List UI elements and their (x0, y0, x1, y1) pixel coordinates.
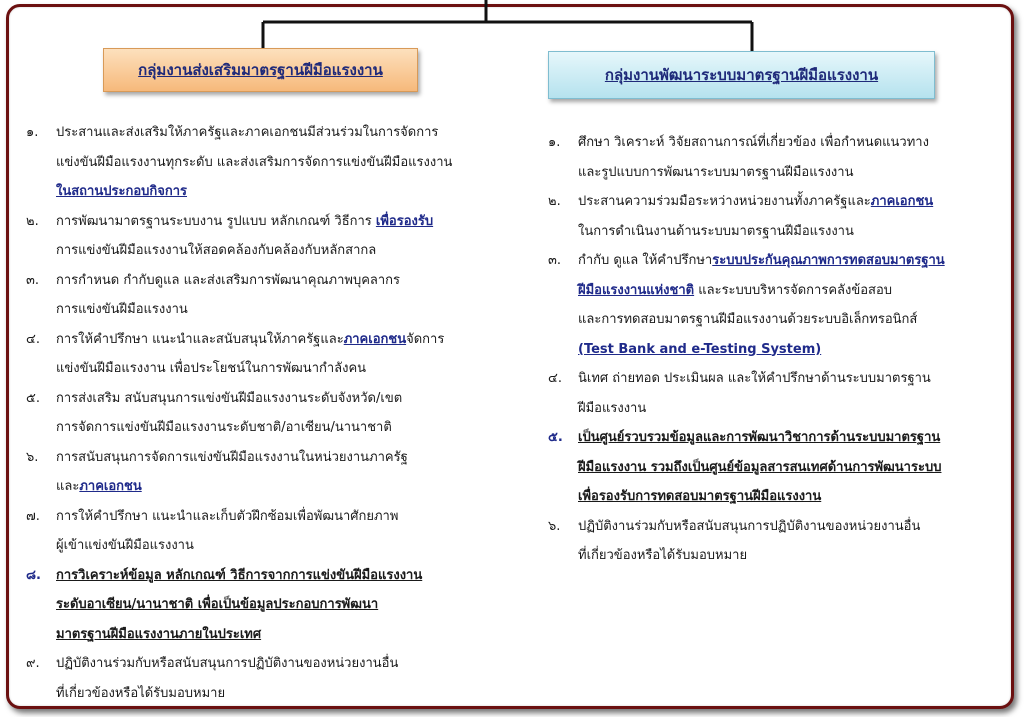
duty-text: นิเทศ ถ่ายทอด ประเมินผล และให้คำปรึกษาด้านระบบมาตรฐาน (578, 371, 931, 386)
duty-text: ภาคเอกชน (343, 331, 407, 347)
duty-text: และระบบบริหารจัดการคลังข้อสอบ (694, 282, 893, 298)
duty-item (26, 384, 491, 443)
duty-text: การพัฒนามาตรฐานระบบงาน รูปแบบ หลักเกณฑ์ วิธีการ (56, 213, 376, 229)
duty-number: ๑. (26, 125, 39, 140)
duty-text: แข่งขันฝีมือแรงงาน เพื่อประโยชน์ในการพัฒนากำลังคน (56, 361, 367, 376)
duty-text: การจัดการแข่งขันฝีมือแรงงานระดับชาติ/อาเซียน/นานาชาติ (56, 420, 392, 435)
duty-text: การแข่งขันฝีมือแรงงาน (56, 302, 188, 317)
duty-number: ๖. (26, 449, 39, 465)
duty-text: (Test Bank and e-Testing System) (578, 341, 822, 357)
duty-text: การส่งเสริม สนับสนุนการแข่งขันฝีมือแรงงานระดับจังหวัด/เขต (56, 390, 403, 406)
duty-text: ที่เกี่ยวข้องหรือได้รับมอบหมาย (578, 548, 748, 563)
duty-list-development (548, 128, 998, 571)
duty-item (26, 561, 491, 650)
duty-text: ฝีมือแรงงาน รวมถึงเป็นศูนย์ข้อมูลสารสนเทศด้านการพัฒนาระบบ (578, 459, 942, 475)
duty-item (26, 325, 491, 384)
duty-text: ระบบประกันคุณภาพการทดสอบมาตรฐาน (712, 253, 945, 268)
duty-number: ๒. (26, 213, 39, 229)
duty-text: ฝีมือแรงงานแห่งชาติ (578, 282, 695, 298)
duty-item (26, 266, 491, 325)
duty-text: การสนับสนุนการจัดการแข่งขันฝีมือแรงงานในหน่วยงานภาครัฐ (56, 449, 408, 465)
group-title: กลุ่มงานส่งเสริมมาตรฐานฝีมือแรงงาน (138, 61, 383, 79)
duty-number: ๕. (26, 390, 40, 406)
duty-text: จัดการ (406, 331, 445, 347)
duty-number: ๕. (548, 430, 563, 445)
duty-number: ๖. (548, 518, 561, 534)
duty-item (26, 207, 491, 266)
duty-item (548, 246, 998, 364)
group-box-development (548, 51, 935, 99)
duty-text: เพื่อรองรับ (375, 213, 434, 229)
duty-number: ๑. (548, 135, 561, 150)
duty-text: ภาคเอกชน (870, 194, 934, 209)
duty-text: ฝีมือแรงงาน (578, 400, 647, 416)
duty-text: ภาคเอกชน (79, 479, 142, 494)
duty-text: ประสานและส่งเสริมให้ภาครัฐและภาคเอกชนมีส่วนร่วมในการจัดการ (56, 125, 439, 140)
duty-list-promotion (26, 118, 491, 708)
duty-item (548, 423, 998, 512)
duty-number: ๘. (26, 567, 41, 583)
duty-text: กำกับ ดูแล ให้คำปรึกษา (578, 253, 713, 268)
duty-number: ๔. (26, 331, 40, 347)
duty-number: ๒. (548, 194, 561, 209)
duty-text: และรูปแบบการพัฒนาระบบมาตรฐานฝีมือแรงงาน (578, 164, 854, 180)
duty-item (26, 502, 491, 561)
duty-text: ศึกษา วิเคราะห์ วิจัยสถานการณ์ที่เกี่ยวข้อง เพื่อกำหนดแนวทาง (578, 135, 929, 150)
duty-text: การให้คำปรึกษา แนะนำและเก็บตัวฝึกซ้อมเพื่อพัฒนาศักยภาพ (56, 508, 399, 524)
group-title: กลุ่มงานพัฒนาระบบมาตรฐานฝีมือแรงงาน (604, 66, 879, 84)
duty-number: ๓. (26, 272, 40, 288)
duty-item (26, 443, 491, 502)
duty-text: ในการดำเนินงานด้านระบบมาตรฐานฝีมือแรงงาน (578, 223, 854, 239)
duty-text: การให้คำปรึกษา แนะนำและสนับสนุนให้ภาครัฐและ (56, 331, 344, 347)
duty-text: ประสานความร่วมมือระหว่างหน่วยงานทั้งภาครัฐและ (578, 194, 871, 209)
duty-text: ปฏิบัติงานร่วมกับหรือสนับสนุนการปฏิบัติงานของหน่วยงานอื่น (578, 518, 921, 534)
duty-number: ๓. (548, 253, 562, 268)
duty-text: และ (56, 479, 80, 494)
duty-text: การวิเคราะห์ข้อมูล หลักเกณฑ์ วิธีการจากการแข่งขันฝีมือแรงงาน (56, 567, 423, 583)
duty-text: การกำหนด กำกับดูแล และส่งเสริมการพัฒนาคุณภาพบุคลากร (56, 272, 401, 288)
duty-item (548, 128, 998, 187)
duty-text: มาตรฐานฝีมือแรงงานภายในประเทศ (56, 626, 262, 642)
duty-item (26, 118, 491, 207)
duty-text: ที่เกี่ยวข้องหรือได้รับมอบหมาย (56, 685, 226, 701)
duty-text: เพื่อรองรับการทดสอบมาตรฐานฝีมือแรงงาน (578, 489, 822, 504)
duty-text: ในสถานประกอบกิจการ (56, 184, 188, 199)
duty-item (548, 512, 998, 571)
duty-item (548, 364, 998, 423)
duty-number: ๗. (26, 508, 40, 524)
duty-text: ปฏิบัติงานร่วมกับหรือสนับสนุนการปฏิบัติงานของหน่วยงานอื่น (56, 656, 399, 671)
duty-text: เป็นศูนย์รวบรวมข้อมูลและการพัฒนาวิชาการด้านระบบมาตรฐาน (578, 430, 941, 445)
duty-item (26, 649, 491, 708)
duty-text: แข่งขันฝีมือแรงงานทุกระดับ และส่งเสริมการจัดการแข่งขันฝีมือแรงงาน (56, 154, 453, 170)
duty-number: ๔. (548, 371, 562, 386)
duty-text: การแข่งขันฝีมือแรงงานให้สอดคล้องกับคล้องกับหลักสากล (56, 243, 377, 258)
duty-item (548, 187, 998, 246)
duty-text: ผู้เข้าแข่งขันฝีมือแรงงาน (56, 538, 194, 553)
duty-text: ระดับอาเซียน/นานาชาติ เพื่อเป็นข้อมูลประกอบการพัฒนา (56, 597, 379, 612)
duty-text: และการทดสอบมาตรฐานฝีมือแรงงานด้วยระบบอิเล็กทรอนิกส์ (578, 312, 918, 327)
group-box-promotion (103, 48, 418, 92)
duty-number: ๙. (26, 656, 40, 671)
